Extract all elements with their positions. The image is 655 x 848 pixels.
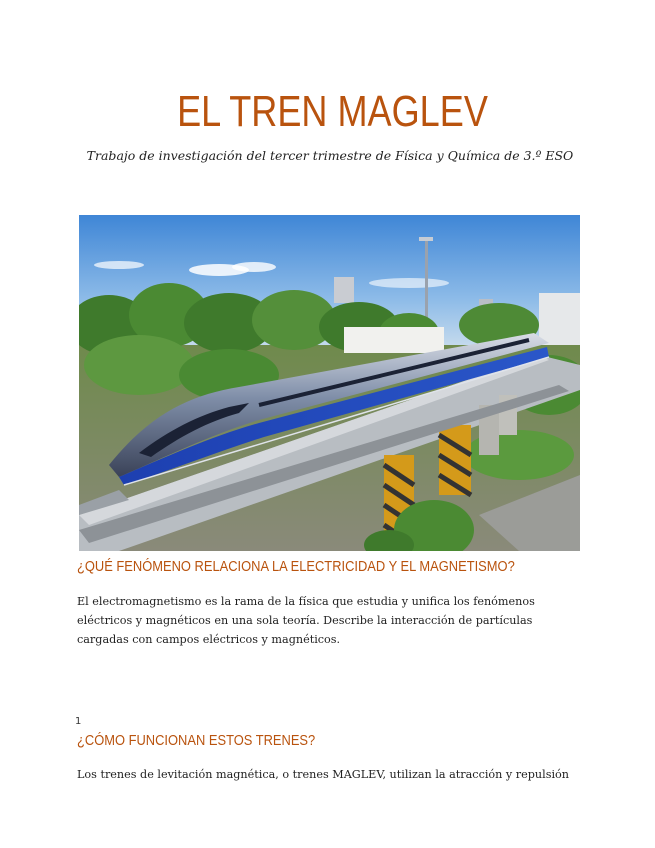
document-title: EL TREN MAGLEV bbox=[177, 87, 488, 136]
section-paragraph-electromagnetism: El electromagnetismo es la rama de la física que estudia y unifica los fenómenos eléctricos y magnéticos en una sola teoría. Describe la interacción de partículas cargadas con campos eléctricos y magnéticos. bbox=[77, 595, 535, 646]
footnote-marker: 1 bbox=[75, 716, 82, 727]
section-paragraph-how-trains-work: Los trenes de levitación magnética, o trenes MAGLEV, utilizan la atracción y repulsión bbox=[77, 768, 569, 781]
maglev-train-photo bbox=[79, 215, 580, 551]
document-subtitle: Trabajo de investigación del tercer trimestre de Física y Química de 3.º ESO bbox=[86, 148, 574, 163]
section-heading-electromagnetism: ¿QUÉ FENÓMENO RELACIONA LA ELECTRICIDAD Y EL MAGNETISMO? bbox=[77, 558, 515, 575]
section-heading-how-trains-work: ¿CÓMO FUNCIONAN ESTOS TRENES? bbox=[77, 732, 316, 749]
